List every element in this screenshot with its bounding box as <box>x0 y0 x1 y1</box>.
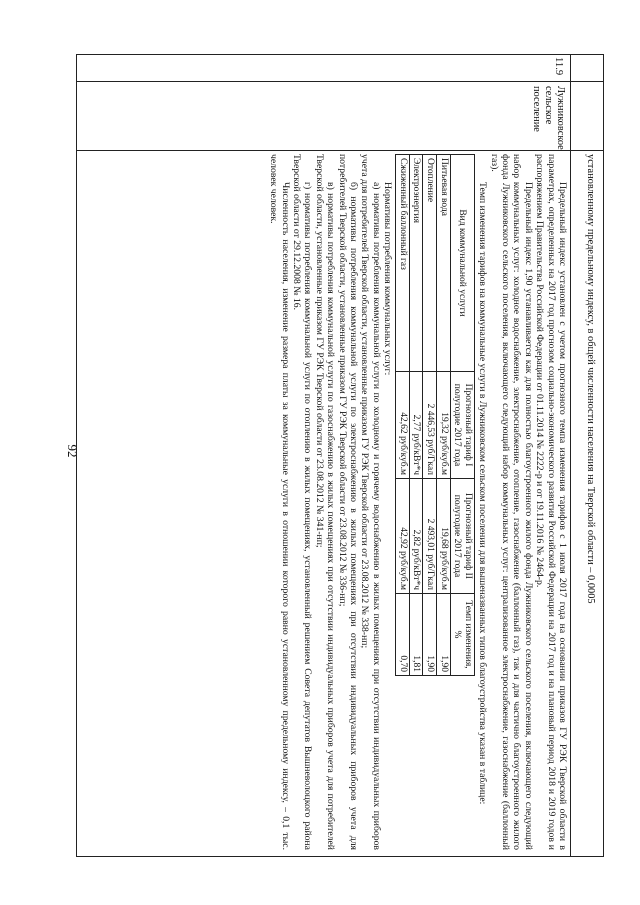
table-cell: 19,32 руб/куб.м <box>436 372 450 479</box>
table-header-cell: Темп изменения, % <box>450 594 474 676</box>
tariff-table <box>395 154 475 676</box>
paragraph: Предельный индекс установлен с учетом прогнозного темпа изменения тарифов с 1 июля 2017 года на основании приказов ГУ РЭК Тверской области в параметрах, определенных на 2017 год прогнозом социально-экономического развития Российской Федерации на 2017 год и на плановый период 2018 и 2019 годов и распоряжением Правительства Российской Федерации от 01.11.2014 № 2222-р и от 19.11.2016 № 2464-р. <box>534 154 568 850</box>
table-header-cell: Прогнозный тариф II полугодие 2017 года <box>450 479 474 594</box>
column-divider <box>76 81 604 82</box>
row-body <box>268 154 568 850</box>
table-header-cell: Прогнозный тариф I полугодие 2017 года <box>450 372 474 479</box>
table-cell: 1,90 <box>423 594 437 676</box>
page-number: 92 <box>65 444 80 458</box>
table-cell: 0,70 <box>396 594 410 676</box>
table-header-cell: Вид коммунальной услуги <box>450 155 474 372</box>
table-cell: 1,90 <box>436 594 450 676</box>
row-number: 11.9 <box>553 57 564 76</box>
header-row-text: установленному предельному индексу, в общей численности населения на Тверской области – 0,0005 <box>585 154 596 604</box>
rotated-sheet <box>76 54 604 857</box>
paragraph: Численность населения, изменение размера платы за коммунальные услуги в отношении которого равно установленному предельному индексу, – 0,1 тыс. человек человек. <box>268 154 291 850</box>
table-cell: 1,81 <box>409 594 423 676</box>
paragraph: б) нормативы потребления коммунальной услуги по электроснабжению в жилых помещениях при отсутствии индивидуальных приборов учета для потребителей Тверской области, установленные приказом ГУ РЭК Тверской области от 23.08.2012 № 336-нп; <box>336 154 359 850</box>
table-row <box>396 155 410 676</box>
paragraph: а) нормативы потребления коммунальной услуги по холодному и горячему водоснабжению в жилых помещениях при отсутствии индивидуальных приборов учета для потребителей Тверской области, установленные приказом ГУ РЭК Тверской области от 23.08.2012 № 338-нп; <box>359 154 382 850</box>
table-cell: Сжиженный баллонный газ <box>396 155 410 372</box>
paragraph: Предельный индекс 1,90 устанавливается как для полностью благоустроенного жилого фонда Лужниковского сельского поселения, включающего следующий набор коммунальных услуг: холодное водоснабжение, электроснабжение, отопление, газоснабжение (баллонный газ), так и для частично благоустроенного жилого фонда Лужниковского сельского поселения, включающего следующий набор коммунальных услуг: централизованное электроснабжение, газоснабжение (баллонный газ). <box>488 154 534 850</box>
municipality-name: Лужниковское сельское поселение <box>531 86 566 150</box>
table-cell: Электроэнергия <box>409 155 423 372</box>
table-row <box>423 155 437 676</box>
table-row <box>436 155 450 676</box>
paragraph: Нормативы потребления коммунальных услуг: <box>382 182 394 376</box>
paragraph: г) нормативы потребления коммунальной услуги по отоплению в жилых помещениях, установленный решением Совета депутатов Вышневолоцкого района Тверской области от 29.12.2008 № 16. <box>290 154 314 850</box>
header-row <box>570 54 604 857</box>
table-cell: 19,68 руб/куб.м <box>436 479 450 594</box>
column-divider <box>76 150 604 151</box>
table-header-row <box>450 155 474 676</box>
table-cell: Отопление <box>423 155 437 372</box>
table-cell: 42,92 руб/куб.м <box>396 479 410 594</box>
table-cell: 42,62 руб/куб.м <box>396 372 410 479</box>
table-row <box>409 155 423 676</box>
paragraph: в) нормативы потребления коммунальной услуги по газоснабжению в жилых помещениях при отсутствии индивидуальных приборов учета для потребителей Тверской области, установленные приказом ГУ РЭК Тверской области от 23.08.2012 № 341-нп; <box>313 154 337 850</box>
table-cell: 2 446,53 руб/Гкал <box>423 372 437 479</box>
table-cell: 2,82 руб/кВт*ч <box>409 479 423 594</box>
paragraph: Темп изменения тарифов на коммунальные услуги в Лужниковском сельском поселении для вышеназванных типов благоустройства указан в таблице: <box>477 182 489 805</box>
table-cell: Питьевая вода <box>436 155 450 372</box>
table-cell: 2,77 руб/кВт*ч <box>409 372 423 479</box>
table-cell: 2 493,01 руб/Гкал <box>423 479 437 594</box>
